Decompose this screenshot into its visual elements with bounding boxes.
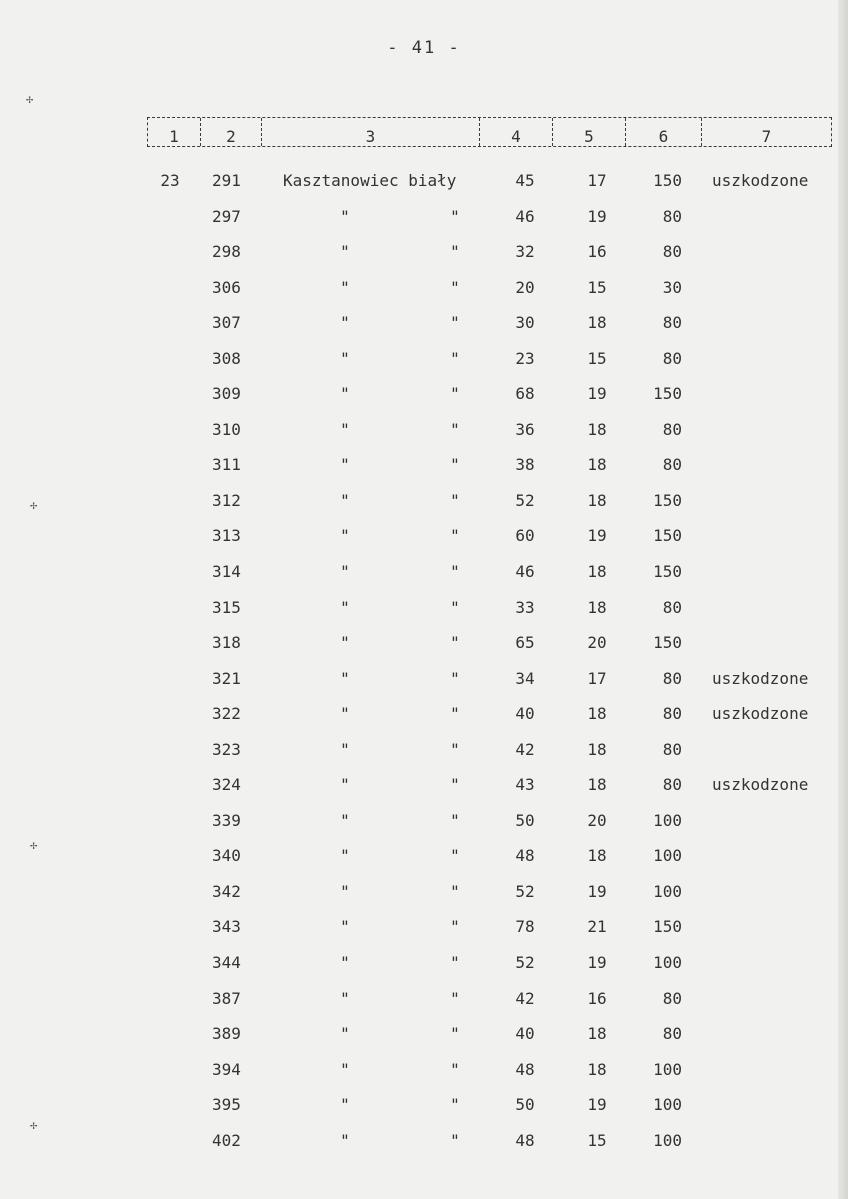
- ditto-mark: ": [450, 668, 460, 688]
- circumference: 50: [515, 810, 535, 830]
- table-row: [0, 806, 848, 842]
- ditto-mark: ": [450, 277, 460, 297]
- circumference: 60: [515, 526, 535, 546]
- crown-diameter: 80: [662, 206, 682, 226]
- tree-number: 322: [212, 704, 241, 724]
- ditto-mark: ": [340, 633, 350, 653]
- crown-diameter: 80: [662, 739, 682, 759]
- ditto-mark: ": [340, 455, 350, 475]
- table-row: [0, 237, 848, 273]
- table-row: [0, 877, 848, 913]
- table-row: [0, 984, 848, 1020]
- ditto-mark: ": [450, 739, 460, 759]
- ditto-mark: ": [340, 704, 350, 724]
- ditto-mark: ": [450, 242, 460, 262]
- ditto-mark: ": [340, 206, 350, 226]
- circumference: 65: [515, 633, 535, 653]
- crown-diameter: 80: [662, 597, 682, 617]
- table-row: [0, 521, 848, 557]
- height: 18: [587, 846, 607, 866]
- crown-diameter: 80: [662, 775, 682, 795]
- header-col-2: 2: [201, 118, 262, 146]
- circumference: 46: [515, 206, 535, 226]
- row-lp: 23: [160, 171, 180, 190]
- condition-note: uszkodzone: [712, 668, 809, 688]
- ditto-mark: ": [450, 348, 460, 368]
- header-col-1: 1: [148, 118, 201, 146]
- table-row: [0, 557, 848, 593]
- circumference: 34: [515, 668, 535, 688]
- ditto-mark: ": [450, 1024, 460, 1044]
- ditto-mark: ": [340, 419, 350, 439]
- ditto-mark: ": [340, 953, 350, 973]
- ditto-mark: ": [450, 881, 460, 901]
- table-row: [0, 628, 848, 664]
- circumference: 23: [515, 348, 535, 368]
- header-col-6: 6: [626, 118, 702, 146]
- ditto-mark: ": [450, 562, 460, 582]
- circumference: 32: [515, 242, 535, 262]
- crown-diameter: 100: [653, 1059, 682, 1079]
- ditto-mark: ": [340, 242, 350, 262]
- punch-mark-icon: ✢: [26, 92, 34, 106]
- tree-number: 314: [212, 562, 241, 582]
- table-row: [0, 450, 848, 486]
- ditto-mark: ": [340, 597, 350, 617]
- ditto-mark: ": [340, 313, 350, 333]
- ditto-mark: ": [450, 206, 460, 226]
- crown-diameter: 100: [653, 810, 682, 830]
- tree-number: 342: [212, 881, 241, 901]
- height: 16: [587, 988, 607, 1008]
- tree-number: 297: [212, 206, 241, 226]
- table-body: [0, 166, 848, 1161]
- circumference: 52: [515, 490, 535, 510]
- height: 18: [587, 775, 607, 795]
- circumference: 40: [515, 704, 535, 724]
- ditto-mark: ": [450, 704, 460, 724]
- height: 18: [587, 739, 607, 759]
- circumference: 50: [515, 1095, 535, 1115]
- crown-diameter: 150: [653, 633, 682, 653]
- ditto-mark: ": [340, 881, 350, 901]
- height: 20: [587, 810, 607, 830]
- tree-number: 324: [212, 775, 241, 795]
- species-name: Kasztanowiec biały: [283, 171, 457, 190]
- ditto-mark: ": [340, 384, 350, 404]
- ditto-mark: ": [450, 1059, 460, 1079]
- tree-number: 307: [212, 313, 241, 333]
- crown-diameter: 150: [653, 526, 682, 546]
- ditto-mark: ": [340, 775, 350, 795]
- ditto-mark: ": [340, 988, 350, 1008]
- tree-number: 344: [212, 953, 241, 973]
- table-row: [0, 912, 848, 948]
- height: 20: [587, 633, 607, 653]
- crown-diameter: 80: [662, 1024, 682, 1044]
- condition-note: uszkodzone: [712, 171, 809, 190]
- ditto-mark: ": [450, 526, 460, 546]
- tree-number: 339: [212, 810, 241, 830]
- tree-number: 321: [212, 668, 241, 688]
- height: 18: [587, 455, 607, 475]
- height: 15: [587, 348, 607, 368]
- crown-diameter: 150: [653, 490, 682, 510]
- ditto-mark: ": [450, 490, 460, 510]
- height: 19: [587, 384, 607, 404]
- tree-number: 395: [212, 1095, 241, 1115]
- table-row: [0, 699, 848, 735]
- circumference: 46: [515, 562, 535, 582]
- circumference: 48: [515, 846, 535, 866]
- circumference: 52: [515, 953, 535, 973]
- height: 18: [587, 562, 607, 582]
- crown-diameter: 80: [662, 313, 682, 333]
- circumference: 42: [515, 739, 535, 759]
- tree-number: 312: [212, 490, 241, 510]
- ditto-mark: ": [450, 953, 460, 973]
- height: 19: [587, 1095, 607, 1115]
- circumference: 45: [515, 171, 535, 190]
- height: 21: [587, 917, 607, 937]
- table-row: [0, 379, 848, 415]
- height: 17: [587, 171, 607, 190]
- ditto-mark: ": [450, 810, 460, 830]
- table-row: [0, 202, 848, 238]
- tree-number: 309: [212, 384, 241, 404]
- crown-diameter: 150: [653, 917, 682, 937]
- table-row: [0, 415, 848, 451]
- table-row: [0, 1090, 848, 1132]
- header-col-7: 7: [761, 127, 772, 146]
- height: 18: [587, 490, 607, 510]
- height: 19: [587, 526, 607, 546]
- table-row: [0, 344, 848, 380]
- crown-diameter: 100: [653, 1095, 682, 1115]
- circumference: 38: [515, 455, 535, 475]
- header-col-5: 5: [553, 118, 626, 146]
- circumference: 42: [515, 988, 535, 1008]
- table-row: [0, 841, 848, 877]
- circumference: 78: [515, 917, 535, 937]
- ditto-mark: ": [340, 277, 350, 297]
- circumference: 52: [515, 881, 535, 901]
- ditto-mark: ": [340, 526, 350, 546]
- height: 19: [587, 953, 607, 973]
- crown-diameter: 80: [662, 455, 682, 475]
- ditto-mark: ": [450, 455, 460, 475]
- ditto-mark: ": [340, 739, 350, 759]
- tree-number: 389: [212, 1024, 241, 1044]
- tree-number: 394: [212, 1059, 241, 1079]
- punch-mark-icon: ✢: [30, 1118, 38, 1132]
- crown-diameter: 100: [653, 953, 682, 973]
- ditto-mark: ": [450, 846, 460, 866]
- height: 18: [587, 419, 607, 439]
- crown-diameter: 80: [662, 988, 682, 1008]
- ditto-mark: ": [340, 1095, 350, 1115]
- circumference: 43: [515, 775, 535, 795]
- height: 18: [587, 597, 607, 617]
- crown-diameter: 150: [653, 171, 682, 190]
- tree-number: 308: [212, 348, 241, 368]
- ditto-mark: ": [450, 1095, 460, 1115]
- tree-number: 291: [212, 171, 241, 190]
- table-row: [0, 308, 848, 344]
- table-row: [0, 486, 848, 522]
- ditto-mark: ": [450, 633, 460, 653]
- tree-number: 323: [212, 739, 241, 759]
- ditto-mark: ": [340, 917, 350, 937]
- table-row: [0, 1019, 848, 1055]
- circumference: 20: [515, 277, 535, 297]
- ditto-mark: ": [340, 1059, 350, 1079]
- height: 19: [587, 206, 607, 226]
- crown-diameter: 80: [662, 242, 682, 262]
- table-row: [0, 1126, 848, 1162]
- tree-number: 343: [212, 917, 241, 937]
- crown-diameter: 80: [662, 668, 682, 688]
- table-row: [0, 273, 848, 309]
- punch-mark-icon: ✢: [30, 498, 38, 512]
- tree-number: 340: [212, 846, 241, 866]
- crown-diameter: 100: [653, 846, 682, 866]
- height: 15: [587, 1130, 607, 1150]
- crown-diameter: 30: [662, 277, 682, 297]
- circumference: 40: [515, 1024, 535, 1044]
- ditto-mark: ": [340, 846, 350, 866]
- ditto-mark: ": [340, 668, 350, 688]
- crown-diameter: 100: [653, 881, 682, 901]
- height: 15: [587, 277, 607, 297]
- circumference: 48: [515, 1130, 535, 1150]
- table-row: [0, 166, 848, 202]
- table-row: [0, 664, 848, 700]
- crown-diameter: 80: [662, 348, 682, 368]
- tree-number: 318: [212, 633, 241, 653]
- table-row: [0, 948, 848, 984]
- height: 18: [587, 313, 607, 333]
- tree-number: 298: [212, 242, 241, 262]
- page-number: - 41 -: [387, 38, 461, 58]
- punch-mark-icon: ✢: [30, 838, 38, 852]
- tree-number: 306: [212, 277, 241, 297]
- circumference: 48: [515, 1059, 535, 1079]
- circumference: 68: [515, 384, 535, 404]
- circumference: 36: [515, 419, 535, 439]
- crown-diameter: 150: [653, 562, 682, 582]
- circumference: 30: [515, 313, 535, 333]
- tree-number: 315: [212, 597, 241, 617]
- ditto-mark: ": [450, 313, 460, 333]
- ditto-mark: ": [450, 988, 460, 1008]
- ditto-mark: ": [340, 1024, 350, 1044]
- table-row: [0, 593, 848, 629]
- table-row: [0, 735, 848, 771]
- height: 16: [587, 242, 607, 262]
- header-col-3: 3: [262, 118, 480, 146]
- ditto-mark: ": [450, 917, 460, 937]
- crown-diameter: 100: [653, 1130, 682, 1150]
- ditto-mark: ": [340, 490, 350, 510]
- table-row: [0, 1055, 848, 1091]
- ditto-mark: ": [450, 384, 460, 404]
- height: 18: [587, 1024, 607, 1044]
- ditto-mark: ": [450, 597, 460, 617]
- ditto-mark: ": [450, 775, 460, 795]
- condition-note: uszkodzone: [712, 704, 809, 724]
- tree-number: 387: [212, 988, 241, 1008]
- ditto-mark: ": [450, 1130, 460, 1150]
- condition-note: uszkodzone: [712, 775, 809, 795]
- table-header: [147, 117, 832, 147]
- table-row: [0, 770, 848, 806]
- ditto-mark: ": [450, 419, 460, 439]
- header-col-4: 4: [480, 118, 553, 146]
- circumference: 33: [515, 597, 535, 617]
- crown-diameter: 80: [662, 704, 682, 724]
- height: 17: [587, 668, 607, 688]
- tree-number: 310: [212, 419, 241, 439]
- crown-diameter: 80: [662, 419, 682, 439]
- tree-number: 311: [212, 455, 241, 475]
- tree-number: 313: [212, 526, 241, 546]
- height: 19: [587, 881, 607, 901]
- height: 18: [587, 704, 607, 724]
- ditto-mark: ": [340, 1130, 350, 1150]
- ditto-mark: ": [340, 348, 350, 368]
- ditto-mark: ": [340, 810, 350, 830]
- ditto-mark: ": [340, 562, 350, 582]
- crown-diameter: 150: [653, 384, 682, 404]
- tree-number: 402: [212, 1130, 241, 1150]
- height: 18: [587, 1059, 607, 1079]
